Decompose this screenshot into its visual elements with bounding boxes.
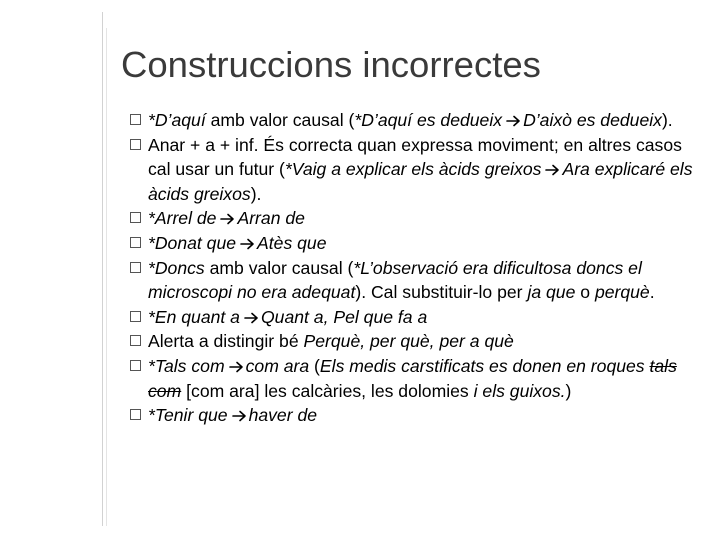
right-arrow-icon	[240, 238, 255, 250]
text-run: *Vaig a explicar els àcids greixos	[284, 159, 542, 180]
text-run: ja que	[527, 282, 576, 303]
text-run: *D’aquí es dedueix	[354, 110, 503, 130]
text-run: Atès que	[257, 232, 327, 253]
text-run: D’això es dedueix	[523, 110, 662, 130]
text-run: Quant a, Pel que fa a	[260, 306, 428, 327]
text-run: ). Cal substituir-lo per	[355, 282, 528, 303]
right-arrow-icon	[545, 164, 560, 176]
text-run: *D’aquí	[148, 110, 206, 130]
right-arrow-icon	[232, 410, 247, 422]
text-run: Ara explicaré els àcids greixos	[148, 159, 693, 204]
text-run: perquè	[594, 282, 650, 303]
text-run: tals com	[148, 355, 677, 401]
bullet-box-icon	[130, 114, 141, 125]
text-run: Alerta a distingir bé	[148, 331, 304, 352]
list-item	[130, 133, 705, 207]
text-run: i els guixos.	[473, 380, 566, 401]
text-run: *L’observació era dificultosa doncs el microscopi no era adequat	[148, 257, 642, 303]
bullet-box-icon	[130, 139, 141, 150]
text-run: ).	[661, 110, 673, 130]
list-item	[130, 305, 705, 330]
text-run: Perquè, per què, per a què	[303, 331, 514, 352]
text-run: .	[649, 282, 655, 303]
list-item	[130, 231, 705, 256]
list-item	[130, 403, 705, 428]
text-run: amb valor causal (	[205, 110, 355, 130]
bullet-box-icon	[130, 311, 141, 322]
right-arrow-icon	[506, 115, 521, 127]
text-run: *Doncs	[148, 257, 205, 278]
text-run: ).	[250, 183, 262, 204]
list-item	[130, 206, 705, 231]
bullet-box-icon	[130, 409, 141, 420]
slide-title: Construccions incorrectes	[121, 44, 541, 85]
text-run: *Donat que	[148, 232, 237, 253]
decorative-vertical-rule	[102, 12, 103, 526]
decorative-vertical-rule-inner	[106, 28, 107, 526]
bullet-box-icon	[130, 360, 141, 371]
text-run: *Tenir que	[148, 405, 228, 426]
right-arrow-icon	[229, 361, 244, 373]
text-run: com ara	[245, 355, 310, 376]
text-run: Els medis carstificats es donen en roques	[319, 355, 650, 376]
text-run: (	[309, 355, 320, 376]
list-item	[130, 354, 705, 403]
text-run: )	[565, 380, 572, 401]
bullet-box-icon	[130, 335, 141, 346]
text-run: o	[575, 282, 595, 303]
text-run: [com ara] les calcàries, les dolomies	[181, 380, 474, 401]
bullet-box-icon	[130, 262, 141, 273]
bullet-list	[130, 108, 705, 428]
list-item	[130, 329, 705, 354]
list-item	[130, 108, 705, 133]
right-arrow-icon	[244, 312, 259, 324]
text-run: amb valor causal (	[204, 257, 354, 278]
bullet-box-icon	[130, 212, 141, 223]
text-run: *Tals com	[148, 355, 225, 376]
text-run: *En quant a	[148, 306, 240, 327]
right-arrow-icon	[220, 213, 235, 225]
text-run: Arran de	[237, 208, 305, 229]
text-run: Anar + a + inf. És correcta quan expressa moviment; en altres casos cal usar un futur (	[148, 134, 682, 180]
text-run: *Arrel de	[148, 208, 217, 229]
text-run: haver de	[248, 405, 318, 426]
bullet-box-icon	[130, 237, 141, 248]
list-item	[130, 256, 705, 305]
